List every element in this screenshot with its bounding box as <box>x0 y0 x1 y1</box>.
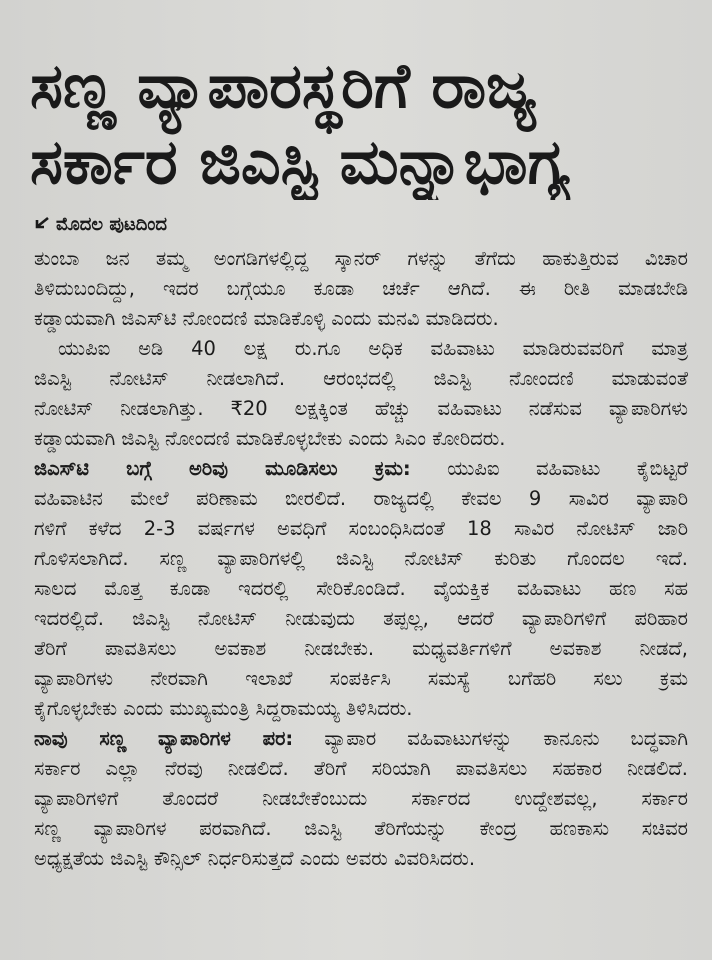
subheading: ಜಿಎಸ್‌ಟಿ ಬಗ್ಗೆ ಅರಿವು ಮೂಡಿಸಲು ಕ್ರಮ: <box>34 457 411 480</box>
text-line: ತುಂಬಾ ಜನ ತಮ್ಮ ಅಂಗಡಿಗಳಲ್ಲಿದ್ದ ಸ್ಕಾನರ್ ಗಳನ್ನು ತೆಗೆದು ಹಾಕುತ್ತಿರುವ ವಿಚಾರ <box>34 247 688 270</box>
text-line: ಯುಪಿಐ ಅಡಿ 40 ಲಕ್ಷ ರು.ಗೂ ಅಧಿಕ ವಹಿವಾಟು ಮಾಡಿರುವವರಿಗೆ ಮಾತ್ರ <box>58 337 688 360</box>
headline-line-1: ಸಣ್ಣ ವ್ಯಾಪಾರಸ್ಥರಿಗೆ ರಾಜ್ಯ <box>30 49 537 122</box>
text-line: ಅಧ್ಯಕ್ಷತೆಯ ಜಿಎಸ್ಟಿ ಕೌನ್ಸಿಲ್ ನಿರ್ಧರಿಸುತ್ತದೆ ಎಂದು ಅವರು ವಿವರಿಸಿದರು. <box>34 847 476 870</box>
text-run: ವ್ಯಾಪಾರ ವಹಿವಾಟುಗಳನ್ನು ಕಾನೂನು ಬದ್ಧವಾಗಿ <box>293 727 688 750</box>
text-line: ಇದರಲ್ಲಿದೆ. ಜಿಎಸ್ಟಿ ನೋಟಿಸ್ ನೀಡುವುದು ತಪ್ಪಲ್ಲ, ಆದರೆ ವ್ಯಾಪಾರಿಗಳಿಗೆ ಪರಿಹಾರ <box>34 607 688 630</box>
headline-line-2: ಸರ್ಕಾರ ಜಿಎಸ್ಟಿ ಮನ್ನಾಭಾಗ್ಯ <box>30 125 570 198</box>
text-line: ವ್ಯಾಪಾರಿಗಳಿಗೆ ತೊಂದರೆ ನೀಡಬೇಕೆಂಬುದು ಸರ್ಕಾರದ ಉದ್ದೇಶವಲ್ಲ, ಸರ್ಕಾರ <box>34 787 688 810</box>
text-line: ಕಡ್ಡಾಯವಾಗಿ ಜಿಎಸ್ಟಿ ನೋಂದಣಿ ಮಾಡಿಕೊಳ್ಳಬೇಕು ಎಂದು ಸಿಎಂ ಕೋರಿದರು. <box>34 427 506 450</box>
text-line: ವ್ಯಾಪಾರಿಗಳು ನೇರವಾಗಿ ಇಲಾಖೆ ಸಂಪರ್ಕಿಸಿ ಸಮಸ್ಯೆ ಬಗೆಹರಿ ಸಲು ಕ್ರಮ <box>34 667 688 690</box>
paragraph-lead <box>34 454 688 484</box>
headline <box>30 48 702 200</box>
text-line: ತೆರಿಗೆ ಪಾವತಿಸಲು ಅವಕಾಶ ನೀಡಬೇಕು. ಮಧ್ಯವರ್ತಿಗಳಿಗೆ ಅವಕಾಶ ನೀಡದೆ, <box>34 637 688 660</box>
text-line: ಸರ್ಕಾರ ಎಲ್ಲಾ ನೆರವು ನೀಡಲಿದೆ. ತೆರಿಗೆ ಸರಿಯಾಗಿ ಪಾವತಿಸಲು ಸಹಕಾರ ನೀಡಲಿದೆ. <box>34 757 688 780</box>
continued-from-label <box>34 214 434 235</box>
paragraph-lead <box>34 724 688 754</box>
continued-from-text: ಮೊದಲ ಪುಟದಿಂದ <box>56 214 167 235</box>
text-run: ಯುಪಿಐ ವಹಿವಾಟು ಕೈಬಿಟ್ಟರೆ <box>410 457 688 480</box>
text-line: ಸಾಲದ ಮೊತ್ತ ಕೂಡಾ ಇದರಲ್ಲಿ ಸೇರಿಕೊಂಡಿದೆ. ವೈಯಕ್ತಿಕ ವಹಿವಾಟು ಹಣ ಸಹ <box>34 577 688 600</box>
text-line: ವಹಿವಾಟಿನ ಮೇಲೆ ಪರಿಣಾಮ ಬೀರಲಿದೆ. ರಾಜ್ಯದಲ್ಲಿ ಕೇವಲ 9 ಸಾವಿರ ವ್ಯಾಪಾರಿ <box>34 487 688 510</box>
text-line: ಜಿಎಸ್ಟಿ ನೋಟಿಸ್ ನೀಡಲಾಗಿದೆ. ಆರಂಭದಲ್ಲಿ ಜಿಎಸ್ಟಿ ನೋಂದಣಿ ಮಾಡುವಂತೆ <box>34 367 688 390</box>
text-line: ಕಡ್ಡಾಯವಾಗಿ ಜಿಎಸ್‌ಟಿ ನೋಂದಣಿ ಮಾಡಿಕೊಳ್ಳಿ ಎಂದು ಮನವಿ ಮಾಡಿದರು. <box>34 307 499 330</box>
arrow-down-left-icon <box>34 214 50 235</box>
text-line: ಸಣ್ಣ ವ್ಯಾಪಾರಿಗಳ ಪರವಾಗಿದೆ. ಜಿಎಸ್ಟಿ ತೆರಿಗೆಯನ್ನು ಕೇಂದ್ರ ಹಣಕಾಸು ಸಚಿವರ <box>34 817 688 840</box>
text-line: ನೋಟಿಸ್ ನೀಡಲಾಗಿತ್ತು. ₹20 ಲಕ್ಷಕ್ಕಿಂತ ಹೆಚ್ಚು ವಹಿವಾಟು ನಡೆಸುವ ವ್ಯಾಪಾರಿಗಳು <box>34 397 688 420</box>
article-body <box>34 244 688 874</box>
text-line: ಗಳಿಗೆ ಕಳೆದ 2-3 ವರ್ಷಗಳ ಅವಧಿಗೆ ಸಂಬಂಧಿಸಿದಂತೆ 18 ಸಾವಿರ ನೋಟಿಸ್ ಜಾರಿ <box>34 517 688 540</box>
text-line: ತಿಳಿದುಬಂದಿದ್ದು, ಇದರ ಬಗ್ಗೆಯೂ ಕೂಡಾ ಚರ್ಚೆ ಆಗಿದೆ. ಈ ರೀತಿ ಮಾಡಬೇಡಿ <box>34 277 688 300</box>
subheading: ನಾವು ಸಣ್ಣ ವ್ಯಾಪಾರಿಗಳ ಪರ: <box>34 727 294 750</box>
text-line: ಕೈಗೊಳ್ಳಬೇಕು ಎಂದು ಮುಖ್ಯಮಂತ್ರಿ ಸಿದ್ದರಾಮಯ್ಯ ತಿಳಿಸಿದರು. <box>34 697 413 720</box>
text-line: ಗೊಳಿಸಲಾಗಿದೆ. ಸಣ್ಣ ವ್ಯಾಪಾರಿಗಳಲ್ಲಿ ಜಿಎಸ್ಟಿ ನೋಟಿಸ್ ಕುರಿತು ಗೊಂದಲ ಇದೆ. <box>34 547 688 570</box>
